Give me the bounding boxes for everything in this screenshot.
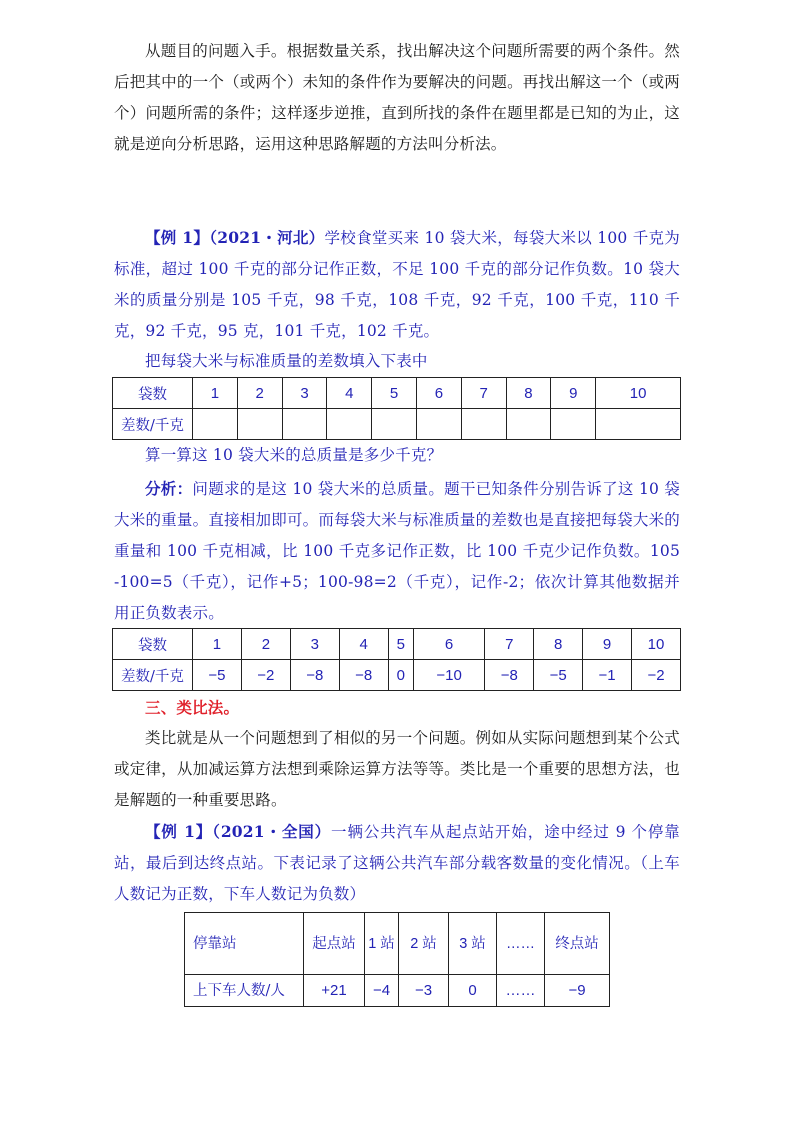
column-header: 1: [193, 378, 238, 409]
example1-tag: 【例 1】: [145, 228, 210, 247]
section3-paragraph: 类比就是从一个问题想到了相似的另一个问题。例如从实际问题想到某个公式或定律，从加减运算方法想到乘除运算方法等等。类比是一个重要的思想方法，也是解题的一种重要思路。: [114, 729, 680, 809]
column-header: 4: [339, 629, 388, 660]
table-row: [185, 913, 610, 975]
value-cell: −2: [241, 660, 290, 691]
value-cell: −5: [534, 660, 583, 691]
value-cell: −8: [339, 660, 388, 691]
row-header: 袋数: [113, 629, 193, 660]
analysis-paragraph: [114, 473, 680, 629]
blank-cell: [506, 409, 551, 440]
row-header: 停靠站: [185, 913, 304, 975]
column-header: 4: [327, 378, 372, 409]
row-header: 袋数: [113, 378, 193, 409]
table-row: [113, 409, 681, 440]
column-header: 1 站: [365, 913, 399, 975]
example1-text: 学校食堂买来 10 袋大米，每袋大米以 100 千克为标准，超过 100 千克的部分记作正数，不足 100 千克的部分记作负数。10 袋大米的质量分别是 105 千克，98 千克，108 千克，92 千克，100 千克，110 千克，92 千克，95 克，101 千克，102 千克。: [114, 229, 680, 340]
blank-cell: [193, 409, 238, 440]
value-cell: 0: [449, 975, 497, 1007]
column-header: 3: [290, 629, 339, 660]
column-header: 9: [583, 629, 632, 660]
value-cell: −8: [290, 660, 339, 691]
column-header: 8: [534, 629, 583, 660]
table-row: [185, 975, 610, 1007]
example1-source: （2021・河北）: [209, 228, 325, 247]
column-header: 3 站: [449, 913, 497, 975]
column-header: 终点站: [545, 913, 610, 975]
column-header: 2 站: [399, 913, 449, 975]
value-cell: −1: [583, 660, 632, 691]
row-header: 差数/千克: [113, 660, 193, 691]
column-header: 起点站: [304, 913, 365, 975]
blank-difference-table: [112, 377, 681, 440]
column-header: 2: [237, 378, 282, 409]
example2-paragraph: [114, 816, 680, 910]
bus-passenger-table: [184, 912, 610, 1007]
example2-text: 一辆公共汽车从起点站开始，途中经过 9 个停靠站，最后到达终点站。下表记录了这辆公共汽车部分载客数量的变化情况。（上车人数记为正数，下车人数记为负数）: [114, 823, 680, 903]
column-header: 2: [241, 629, 290, 660]
column-header: 9: [551, 378, 596, 409]
section3-heading: 三、类比法。: [145, 698, 240, 717]
table-row: [113, 378, 681, 409]
column-header: 6: [416, 378, 461, 409]
column-header: 5: [388, 629, 413, 660]
value-cell: 0: [388, 660, 413, 691]
analysis-label: 分析：: [145, 479, 193, 498]
column-header: 7: [461, 378, 506, 409]
example1-instruction: 把每袋大米与标准质量的差数填入下表中: [145, 352, 428, 370]
example1-paragraph: [114, 222, 680, 347]
example1-question: 算一算这 10 袋大米的总质量是多少千克？: [145, 446, 443, 464]
blank-cell: [596, 409, 681, 440]
value-cell: −8: [485, 660, 534, 691]
value-cell: +21: [304, 975, 365, 1007]
column-header: 8: [506, 378, 551, 409]
value-cell: −2: [632, 660, 681, 691]
value-cell: −10: [413, 660, 484, 691]
table-row: [113, 660, 681, 691]
table-row: [113, 629, 681, 660]
example2-tag: 【例 1】: [145, 822, 213, 841]
blank-cell: [282, 409, 327, 440]
analysis-text: 问题求的是这 10 袋大米的总质量。题干已知条件分别告诉了这 10 袋大米的重量。直接相加即可。而每袋大米与标准质量的差数也是直接把每袋大米的重量和 100 千克相减，比 100 千克多记作正数，比 100 千克少记作负数。105 -100=5（千克），记作+5；100-98=2（千克），记作-2；依次计算其他数据并用正负数表示。: [114, 480, 681, 622]
row-header: 差数/千克: [113, 409, 193, 440]
value-cell: −9: [545, 975, 610, 1007]
value-cell: −5: [193, 660, 242, 691]
filled-difference-table: [112, 628, 681, 691]
blank-cell: [372, 409, 417, 440]
row-header: 上下车人数/人: [185, 975, 304, 1007]
example2-source: （2021・全国）: [212, 822, 332, 841]
value-cell: −3: [399, 975, 449, 1007]
column-header: 6: [413, 629, 484, 660]
column-header: 3: [282, 378, 327, 409]
column-header: 1: [193, 629, 242, 660]
blank-cell: [551, 409, 596, 440]
blank-cell: [416, 409, 461, 440]
value-cell: ……: [497, 975, 545, 1007]
blank-cell: [237, 409, 282, 440]
column-header: 10: [632, 629, 681, 660]
column-header: 7: [485, 629, 534, 660]
blank-cell: [461, 409, 506, 440]
value-cell: −4: [365, 975, 399, 1007]
column-header: 10: [596, 378, 681, 409]
blank-cell: [327, 409, 372, 440]
column-header: 5: [372, 378, 417, 409]
intro-paragraph: 从题目的问题入手。根据数量关系，找出解决这个问题所需要的两个条件。然后把其中的一个（或两个）未知的条件作为要解决的问题。再找出解这一个（或两个）问题所需的条件；这样逐步逆推，直到所找的条件在题里都是已知的为止，这就是逆向分析思路，运用这种思路解题的方法叫分析法。: [114, 42, 680, 153]
column-header: ……: [497, 913, 545, 975]
